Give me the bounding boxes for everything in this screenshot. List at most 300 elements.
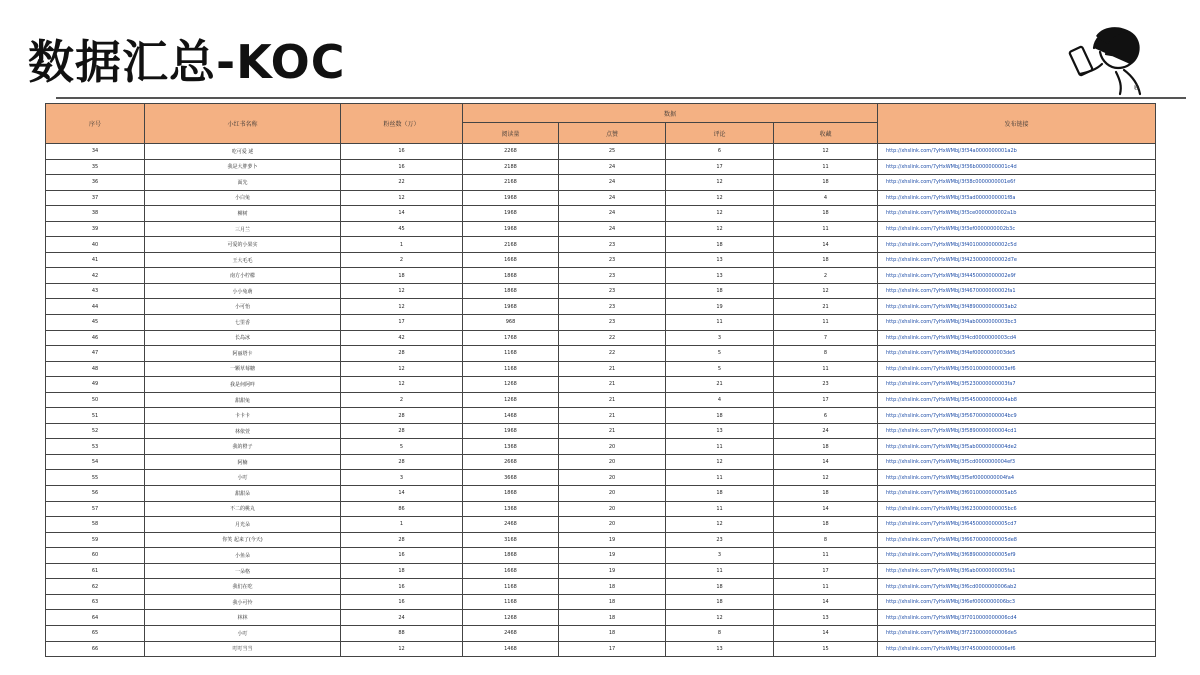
index-cell: 66: [46, 641, 145, 657]
name-cell: 叮叮当当: [145, 641, 341, 657]
fans-cell: 28: [341, 423, 463, 439]
index-cell: 51: [46, 408, 145, 424]
name-cell: 一颗草莓糖: [145, 361, 341, 377]
comments-cell: 18: [666, 579, 774, 595]
title-divider: [56, 97, 1186, 99]
header-collects: 收藏: [774, 123, 878, 144]
fans-cell: 12: [341, 641, 463, 657]
likes-cell: 18: [559, 610, 666, 626]
likes-cell: 24: [559, 206, 666, 222]
reads-cell: 1268: [463, 610, 559, 626]
reads-cell: 2468: [463, 625, 559, 641]
comments-cell: 12: [666, 610, 774, 626]
fans-cell: 16: [341, 159, 463, 175]
link-cell[interactable]: http://xhslink.com/7yHxWMbj/3f4890000000003ab2: [878, 299, 1156, 315]
index-cell: 63: [46, 594, 145, 610]
fans-cell: 18: [341, 563, 463, 579]
link-cell[interactable]: http://xhslink.com/7yHxWMbj/3f4ab0000000003bc3: [878, 315, 1156, 331]
table-row: [46, 423, 1156, 439]
comments-cell: 4: [666, 392, 774, 408]
collects-cell: 11: [774, 361, 878, 377]
link-cell[interactable]: http://xhslink.com/7yHxWMbj/3f6ef0000000006bc3: [878, 594, 1156, 610]
likes-cell: 25: [559, 144, 666, 160]
reads-cell: 2168: [463, 237, 559, 253]
index-cell: 56: [46, 486, 145, 502]
fans-cell: 3: [341, 470, 463, 486]
fans-cell: 16: [341, 579, 463, 595]
link-cell[interactable]: http://xhslink.com/7yHxWMbj/3f6230000000005bc6: [878, 501, 1156, 517]
table-row: [46, 361, 1156, 377]
link-cell[interactable]: http://xhslink.com/7yHxWMbj/3f6ab0000000005fa1: [878, 563, 1156, 579]
collects-cell: 8: [774, 532, 878, 548]
name-cell: 七里香: [145, 315, 341, 331]
likes-cell: 23: [559, 299, 666, 315]
likes-cell: 21: [559, 392, 666, 408]
comments-cell: 13: [666, 252, 774, 268]
reads-cell: 1468: [463, 408, 559, 424]
comments-cell: 18: [666, 283, 774, 299]
comments-cell: 5: [666, 346, 774, 362]
name-cell: 林依萱: [145, 423, 341, 439]
index-cell: 42: [46, 268, 145, 284]
name-cell: 一朵格: [145, 563, 341, 579]
likes-cell: 20: [559, 439, 666, 455]
name-cell: 卡卡卡: [145, 408, 341, 424]
comments-cell: 12: [666, 190, 774, 206]
comments-cell: 11: [666, 563, 774, 579]
name-cell: 我们在吃: [145, 579, 341, 595]
collects-cell: 11: [774, 159, 878, 175]
fans-cell: 12: [341, 377, 463, 393]
likes-cell: 23: [559, 315, 666, 331]
name-cell: 阿楠: [145, 454, 341, 470]
index-cell: 48: [46, 361, 145, 377]
likes-cell: 24: [559, 159, 666, 175]
likes-cell: 22: [559, 330, 666, 346]
collects-cell: 15: [774, 641, 878, 657]
header-index: 序号: [46, 104, 145, 144]
comments-cell: 12: [666, 206, 774, 222]
collects-cell: 14: [774, 594, 878, 610]
index-cell: 53: [46, 439, 145, 455]
link-cell[interactable]: http://xhslink.com/7yHxWMbj/3f4ef0000000003de5: [878, 346, 1156, 362]
index-cell: 58: [46, 517, 145, 533]
link-cell[interactable]: http://xhslink.com/7yHxWMbj/3f5ef0000000004fa4: [878, 470, 1156, 486]
name-cell: 小小兔萌: [145, 283, 341, 299]
table-row: [46, 175, 1156, 191]
table-row: [46, 346, 1156, 362]
comments-cell: 12: [666, 175, 774, 191]
table-row: [46, 625, 1156, 641]
name-cell: 我小可怜: [145, 594, 341, 610]
likes-cell: 21: [559, 361, 666, 377]
link-cell[interactable]: http://xhslink.com/7yHxWMbj/3f4670000000002fa1: [878, 283, 1156, 299]
index-cell: 57: [46, 501, 145, 517]
index-cell: 40: [46, 237, 145, 253]
likes-cell: 20: [559, 470, 666, 486]
likes-cell: 24: [559, 190, 666, 206]
collects-cell: 18: [774, 252, 878, 268]
collects-cell: 23: [774, 377, 878, 393]
likes-cell: 21: [559, 423, 666, 439]
name-cell: 小叮: [145, 625, 341, 641]
name-cell: 面先: [145, 175, 341, 191]
index-cell: 50: [46, 392, 145, 408]
fans-cell: 22: [341, 175, 463, 191]
comments-cell: 23: [666, 532, 774, 548]
index-cell: 60: [46, 548, 145, 564]
table-row: [46, 408, 1156, 424]
table-row: [46, 470, 1156, 486]
table-row: [46, 454, 1156, 470]
table-row: [46, 548, 1156, 564]
link-cell[interactable]: http://xhslink.com/7yHxWMbj/3f7010000000006cd4: [878, 610, 1156, 626]
table-row: [46, 439, 1156, 455]
fans-cell: 2: [341, 392, 463, 408]
reads-cell: 1968: [463, 221, 559, 237]
likes-cell: 20: [559, 517, 666, 533]
fans-cell: 18: [341, 268, 463, 284]
link-cell[interactable]: http://xhslink.com/7yHxWMbj/3f6890000000005ef9: [878, 548, 1156, 564]
reads-cell: 968: [463, 315, 559, 331]
fans-cell: 86: [341, 501, 463, 517]
name-cell: 南方小柠檬: [145, 268, 341, 284]
reads-cell: 1768: [463, 330, 559, 346]
link-cell[interactable]: http://xhslink.com/7yHxWMbj/3f7230000000006de5: [878, 625, 1156, 641]
collects-cell: 7: [774, 330, 878, 346]
link-cell[interactable]: http://xhslink.com/7yHxWMbj/3f6450000000005cd7: [878, 517, 1156, 533]
reads-cell: 1168: [463, 361, 559, 377]
comments-cell: 11: [666, 315, 774, 331]
table-row: [46, 610, 1156, 626]
table-row: [46, 486, 1156, 502]
index-cell: 62: [46, 579, 145, 595]
collects-cell: 8: [774, 346, 878, 362]
likes-cell: 19: [559, 532, 666, 548]
name-cell: 小可怡: [145, 299, 341, 315]
name-cell: 三月兰: [145, 221, 341, 237]
likes-cell: 19: [559, 563, 666, 579]
header-comments: 评论: [666, 123, 774, 144]
name-cell: 可爱的小果实: [145, 237, 341, 253]
reads-cell: 1968: [463, 423, 559, 439]
table-row: [46, 563, 1156, 579]
collects-cell: 24: [774, 423, 878, 439]
comments-cell: 18: [666, 237, 774, 253]
table-row: [46, 532, 1156, 548]
index-cell: 52: [46, 423, 145, 439]
link-cell[interactable]: http://xhslink.com/7yHxWMbj/3f6cd0000000006ab2: [878, 579, 1156, 595]
reads-cell: 1468: [463, 641, 559, 657]
reads-cell: 1168: [463, 346, 559, 362]
comments-cell: 13: [666, 423, 774, 439]
index-cell: 55: [46, 470, 145, 486]
fans-cell: 12: [341, 299, 463, 315]
reads-cell: 1368: [463, 439, 559, 455]
name-cell: 小鱼朵: [145, 548, 341, 564]
likes-cell: 18: [559, 594, 666, 610]
likes-cell: 21: [559, 408, 666, 424]
name-cell: 甜甜朵: [145, 486, 341, 502]
link-cell[interactable]: http://xhslink.com/7yHxWMbj/3f4cd0000000003cd4: [878, 330, 1156, 346]
index-cell: 34: [46, 144, 145, 160]
index-cell: 37: [46, 190, 145, 206]
table-row: [46, 579, 1156, 595]
name-cell: 月光朵: [145, 517, 341, 533]
likes-cell: 20: [559, 454, 666, 470]
index-cell: 46: [46, 330, 145, 346]
reads-cell: 2268: [463, 144, 559, 160]
likes-cell: 21: [559, 377, 666, 393]
collects-cell: 11: [774, 548, 878, 564]
reads-cell: 1968: [463, 299, 559, 315]
reads-cell: 2188: [463, 159, 559, 175]
table-row: [46, 641, 1156, 657]
comments-cell: 5: [666, 361, 774, 377]
fans-cell: 1: [341, 517, 463, 533]
collects-cell: 21: [774, 299, 878, 315]
link-cell[interactable]: http://xhslink.com/7yHxWMbj/3f5010000000003ef6: [878, 361, 1156, 377]
comments-cell: 8: [666, 625, 774, 641]
table-row: [46, 594, 1156, 610]
fans-cell: 5: [341, 439, 463, 455]
table-row: [46, 283, 1156, 299]
link-cell[interactable]: http://xhslink.com/7yHxWMbj/3f38c0000000001e6f: [878, 175, 1156, 191]
link-cell[interactable]: http://xhslink.com/7yHxWMbj/3f5ab0000000004de2: [878, 439, 1156, 455]
likes-cell: 20: [559, 501, 666, 517]
likes-cell: 18: [559, 625, 666, 641]
name-cell: 我的橙子: [145, 439, 341, 455]
likes-cell: 18: [559, 579, 666, 595]
reads-cell: 1668: [463, 252, 559, 268]
link-cell[interactable]: http://xhslink.com/7yHxWMbj/3f4230000000002d7e: [878, 252, 1156, 268]
comments-cell: 18: [666, 594, 774, 610]
reads-cell: 1668: [463, 563, 559, 579]
table-row: [46, 377, 1156, 393]
likes-cell: 23: [559, 283, 666, 299]
comments-cell: 12: [666, 517, 774, 533]
index-cell: 35: [46, 159, 145, 175]
collects-cell: 18: [774, 486, 878, 502]
table-row: [46, 330, 1156, 346]
likes-cell: 23: [559, 268, 666, 284]
reads-cell: 1868: [463, 548, 559, 564]
index-cell: 43: [46, 283, 145, 299]
link-cell[interactable]: http://xhslink.com/7yHxWMbj/3f36b0000000001c4d: [878, 159, 1156, 175]
reads-cell: 1368: [463, 501, 559, 517]
comments-cell: 3: [666, 548, 774, 564]
reads-cell: 1968: [463, 206, 559, 222]
comments-cell: 13: [666, 268, 774, 284]
reads-cell: 1868: [463, 268, 559, 284]
table-row: [46, 159, 1156, 175]
collects-cell: 12: [774, 470, 878, 486]
name-cell: 不二的桃丸: [145, 501, 341, 517]
fans-cell: 2: [341, 252, 463, 268]
table-row: [46, 392, 1156, 408]
index-cell: 47: [46, 346, 145, 362]
collects-cell: 12: [774, 144, 878, 160]
collects-cell: 18: [774, 517, 878, 533]
table-row: [46, 252, 1156, 268]
name-cell: 我是大胖萝卜: [145, 159, 341, 175]
index-cell: 54: [46, 454, 145, 470]
fans-cell: 28: [341, 454, 463, 470]
table-row: [46, 517, 1156, 533]
collects-cell: 11: [774, 221, 878, 237]
name-cell: 甜甜兔: [145, 392, 341, 408]
collects-cell: 11: [774, 315, 878, 331]
link-cell[interactable]: http://xhslink.com/7yHxWMbj/3f5890000000004cd1: [878, 423, 1156, 439]
index-cell: 38: [46, 206, 145, 222]
fans-cell: 1: [341, 237, 463, 253]
reads-cell: 1168: [463, 579, 559, 595]
link-cell[interactable]: http://xhslink.com/7yHxWMbj/3f5230000000003fa7: [878, 377, 1156, 393]
reads-cell: 1968: [463, 190, 559, 206]
fans-cell: 12: [341, 190, 463, 206]
collects-cell: 17: [774, 392, 878, 408]
name-cell: 你笑 起来了(今天): [145, 532, 341, 548]
index-cell: 61: [46, 563, 145, 579]
link-cell[interactable]: http://xhslink.com/7yHxWMbj/3f5450000000004ab8: [878, 392, 1156, 408]
link-cell[interactable]: http://xhslink.com/7yHxWMbj/3f3ad0000000001f8a: [878, 190, 1156, 206]
table-body: [46, 144, 1156, 657]
collects-cell: 6: [774, 408, 878, 424]
likes-cell: 24: [559, 175, 666, 191]
name-cell: 柳树: [145, 206, 341, 222]
fans-cell: 14: [341, 486, 463, 502]
header-likes: 点赞: [559, 123, 666, 144]
name-cell: 王大毛毛: [145, 252, 341, 268]
link-cell[interactable]: http://xhslink.com/7yHxWMbj/3f4010000000002c5d: [878, 237, 1156, 253]
header-fans: 粉丝数（万）: [341, 104, 463, 144]
link-cell[interactable]: http://xhslink.com/7yHxWMbj/3f7450000000006ef6: [878, 641, 1156, 657]
index-cell: 36: [46, 175, 145, 191]
likes-cell: 17: [559, 641, 666, 657]
comments-cell: 18: [666, 408, 774, 424]
header-reads: 阅读量: [463, 123, 559, 144]
table-row: [46, 221, 1156, 237]
link-cell[interactable]: http://xhslink.com/7yHxWMbj/3f4450000000002e9f: [878, 268, 1156, 284]
collects-cell: 18: [774, 175, 878, 191]
link-cell[interactable]: http://xhslink.com/7yHxWMbj/3f3ef0000000002b3c: [878, 221, 1156, 237]
reads-cell: 2468: [463, 517, 559, 533]
collects-cell: 14: [774, 625, 878, 641]
name-cell: 吃可爱 逑: [145, 144, 341, 160]
collects-cell: 17: [774, 563, 878, 579]
link-cell[interactable]: http://xhslink.com/7yHxWMbj/3f5670000000004bc9: [878, 408, 1156, 424]
table-row: [46, 144, 1156, 160]
comments-cell: 11: [666, 501, 774, 517]
koc-data-table: [45, 103, 1156, 657]
likes-cell: 22: [559, 346, 666, 362]
name-cell: 我是何阿咩: [145, 377, 341, 393]
collects-cell: 18: [774, 439, 878, 455]
collects-cell: 4: [774, 190, 878, 206]
link-cell[interactable]: http://xhslink.com/7yHxWMbj/3f6670000000005de8: [878, 532, 1156, 548]
table-row: [46, 206, 1156, 222]
fans-cell: 16: [341, 548, 463, 564]
likes-cell: 24: [559, 221, 666, 237]
fans-cell: 45: [341, 221, 463, 237]
fans-cell: 14: [341, 206, 463, 222]
link-cell[interactable]: http://xhslink.com/7yHxWMbj/3f5cd0000000004ef3: [878, 454, 1156, 470]
index-cell: 45: [46, 315, 145, 331]
likes-cell: 23: [559, 252, 666, 268]
index-cell: 59: [46, 532, 145, 548]
fans-cell: 42: [341, 330, 463, 346]
comments-cell: 11: [666, 439, 774, 455]
reads-cell: 1268: [463, 392, 559, 408]
link-cell[interactable]: http://xhslink.com/7yHxWMbj/3f34a0000000001a2b: [878, 144, 1156, 160]
reads-cell: 1268: [463, 377, 559, 393]
likes-cell: 19: [559, 548, 666, 564]
table-row: [46, 501, 1156, 517]
name-cell: 阿丽塔卡: [145, 346, 341, 362]
reads-cell: 3168: [463, 532, 559, 548]
header-link: 发布链接: [878, 104, 1156, 144]
link-cell[interactable]: http://xhslink.com/7yHxWMbj/3f3ce0000000002a1b: [878, 206, 1156, 222]
name-cell: 小白兔: [145, 190, 341, 206]
comments-cell: 13: [666, 641, 774, 657]
likes-cell: 20: [559, 486, 666, 502]
comments-cell: 21: [666, 377, 774, 393]
collects-cell: 2: [774, 268, 878, 284]
reads-cell: 1168: [463, 594, 559, 610]
fans-cell: 12: [341, 283, 463, 299]
table-row: [46, 299, 1156, 315]
reads-cell: 2168: [463, 175, 559, 191]
comments-cell: 12: [666, 454, 774, 470]
likes-cell: 23: [559, 237, 666, 253]
collects-cell: 13: [774, 610, 878, 626]
collects-cell: 11: [774, 579, 878, 595]
fans-cell: 24: [341, 610, 463, 626]
link-cell[interactable]: http://xhslink.com/7yHxWMbj/3f6010000000005ab5: [878, 486, 1156, 502]
index-cell: 64: [46, 610, 145, 626]
comments-cell: 12: [666, 221, 774, 237]
fans-cell: 12: [341, 361, 463, 377]
fans-cell: 16: [341, 144, 463, 160]
comments-cell: 19: [666, 299, 774, 315]
collects-cell: 14: [774, 501, 878, 517]
comments-cell: 17: [666, 159, 774, 175]
comments-cell: 6: [666, 144, 774, 160]
collects-cell: 14: [774, 454, 878, 470]
reads-cell: 1868: [463, 486, 559, 502]
fans-cell: 88: [341, 625, 463, 641]
index-cell: 39: [46, 221, 145, 237]
table-row: [46, 268, 1156, 284]
reads-cell: 2668: [463, 454, 559, 470]
collects-cell: 18: [774, 206, 878, 222]
name-cell: 林林: [145, 610, 341, 626]
comments-cell: 3: [666, 330, 774, 346]
reads-cell: 1868: [463, 283, 559, 299]
table-row: [46, 190, 1156, 206]
collects-cell: 14: [774, 237, 878, 253]
name-cell: 小叮: [145, 470, 341, 486]
fans-cell: 16: [341, 594, 463, 610]
name-cell: 长岛冰: [145, 330, 341, 346]
collects-cell: 12: [774, 283, 878, 299]
header-data-group: 数据: [463, 104, 878, 123]
fans-cell: 28: [341, 408, 463, 424]
fans-cell: 28: [341, 346, 463, 362]
registered-mark: ®: [1133, 84, 1140, 92]
index-cell: 44: [46, 299, 145, 315]
index-cell: 49: [46, 377, 145, 393]
